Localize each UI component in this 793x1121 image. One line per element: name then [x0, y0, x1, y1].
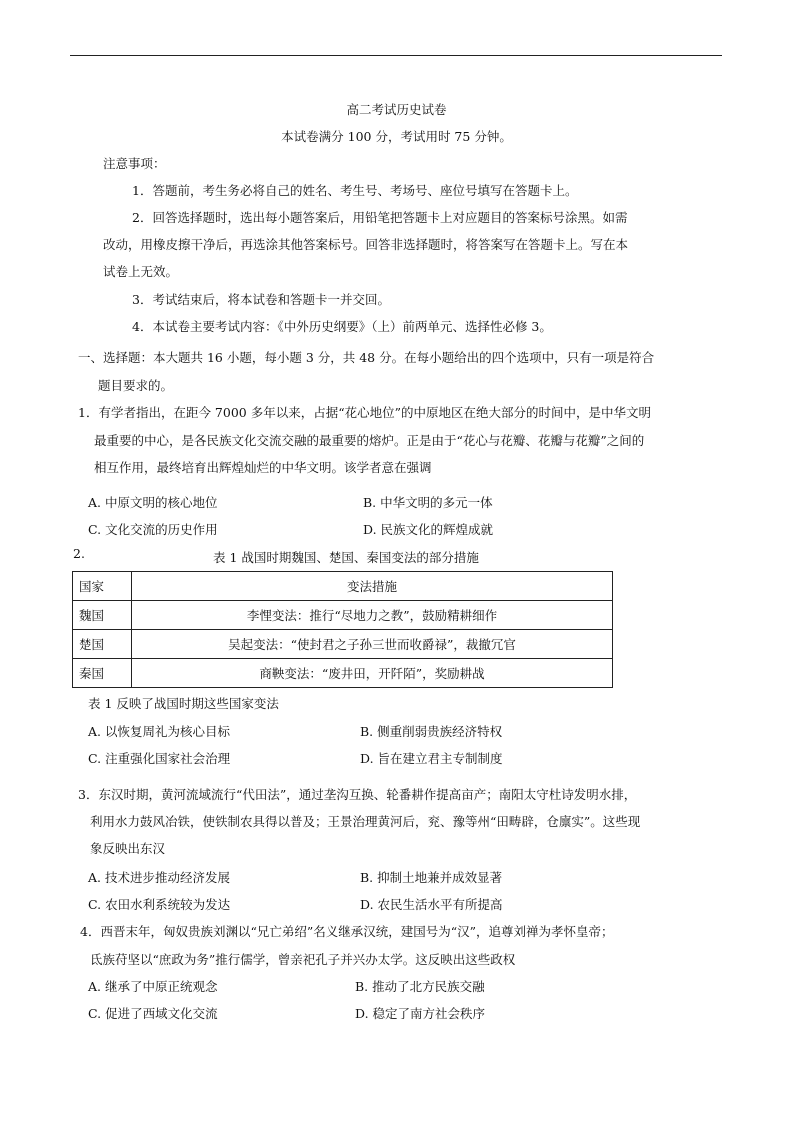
q4-option-c[interactable]: C. 促进了西域文化交流: [88, 1006, 218, 1021]
table-cell-country: 秦国: [73, 659, 132, 688]
section-heading-cont: 题目要求的。: [98, 378, 174, 393]
reform-table: [72, 571, 613, 688]
q1-option-a[interactable]: A. 中原文明的核心地位: [88, 495, 218, 510]
table-cell-measure: 李悝变法：推行“尽地力之教”，鼓励精耕细作: [132, 601, 613, 630]
question-3-line: 3．东汉时期，黄河流域流行“代田法”，通过垄沟互换、轮番耕作提高亩产；南阳太守杜诗发明水排，: [78, 787, 637, 802]
q2-option-d[interactable]: D. 旨在建立君主专制制度: [360, 751, 503, 766]
notice-item: 2．回答选择题时，选出每小题答案后，用铅笔把答题卡上对应题目的答案标号涂黑。如需: [132, 210, 628, 225]
question-4-line: 氐族苻坚以“庶政为务”推行儒学，曾亲祀孔子并兴办太学。这反映出这些政权: [90, 952, 516, 967]
notice-heading: 注意事项：: [103, 156, 166, 171]
table-cell-measure: 商鞅变法：“废井田，开阡陌”，奖励耕战: [132, 659, 613, 688]
notice-item: 3．考试结束后，将本试卷和答题卡一并交回。: [132, 292, 390, 307]
page-title: 高二考试历史试卷: [346, 102, 447, 117]
table-row: [73, 630, 613, 659]
q4-option-a[interactable]: A. 继承了中原正统观念: [88, 979, 218, 994]
top-rule: [70, 55, 722, 56]
q1-option-b[interactable]: B. 中华文明的多元一体: [363, 495, 493, 510]
question-4-line: 4．西晋末年，匈奴贵族刘渊以“兄亡弟绍”名义继承汉统，建国号为“汉”，追尊刘禅为孝怀皇帝；: [80, 924, 614, 939]
notice-item: 4．本试卷主要考试内容：《中外历史纲要》（上）前两单元、选择性必修 3。: [132, 319, 552, 334]
question-1-line: 最重要的中心，是各民族文化交流交融的最重要的熔炉。正是由于“花心与花瓣、花瓣与花瓣”之间的: [94, 433, 645, 448]
table-header-cell: 国家: [73, 572, 132, 601]
notice-item: 1．答题前，考生务必将自己的姓名、考生号、考场号、座位号填写在答题卡上。: [132, 183, 578, 198]
section-heading: 一、选择题：本大题共 16 小题，每小题 3 分，共 48 分。在每小题给出的四个选项中，只有一项是符合: [78, 350, 655, 365]
notice-item: 试卷上无效。: [103, 264, 179, 279]
q4-option-b[interactable]: B. 推动了北方民族交融: [355, 979, 485, 994]
question-1-line: 1．有学者指出，在距今 7000 多年以来，占据“花心地位”的中原地区在绝大部分的时间中，是中华文明: [78, 405, 651, 420]
notice-item: 改动，用橡皮擦干净后，再选涂其他答案标号。回答非选择题时，将答案写在答题卡上。写在本: [103, 237, 629, 252]
table-cell-measure: 吴起变法：“使封君之子孙三世而收爵禄”，裁撤冗官: [132, 630, 613, 659]
question-1-line: 相互作用，最终培育出辉煌灿烂的中华文明。该学者意在强调: [94, 460, 432, 475]
q3-option-b[interactable]: B. 抑制土地兼并成效显著: [360, 870, 503, 885]
q2-option-b[interactable]: B. 侧重削弱贵族经济特权: [360, 724, 503, 739]
table-row: [73, 659, 613, 688]
table-row: [73, 601, 613, 630]
table-cell-country: 魏国: [73, 601, 132, 630]
q2-option-a[interactable]: A. 以恢复周礼为核心目标: [88, 724, 230, 739]
question-3-line: 利用水力鼓风冶铁，使铁制农具得以普及；王景治理黄河后，兖、豫等州“田畴辟，仓廪实”。这些现: [90, 814, 641, 829]
table-header-row: [73, 572, 613, 601]
q3-option-a[interactable]: A. 技术进步推动经济发展: [88, 870, 230, 885]
table-caption: 表 1 战国时期魏国、楚国、秦国变法的部分措施: [213, 550, 479, 565]
exam-info: 本试卷满分 100 分，考试用时 75 分钟。: [281, 129, 512, 144]
q1-option-c[interactable]: C. 文化交流的历史作用: [88, 522, 218, 537]
table-header-cell: 变法措施: [132, 572, 613, 601]
question-3-line: 象反映出东汉: [90, 841, 166, 856]
table-cell-country: 楚国: [73, 630, 132, 659]
question-2-number: 2.: [73, 546, 85, 561]
q3-option-d[interactable]: D. 农民生活水平有所提高: [360, 897, 503, 912]
q4-option-d[interactable]: D. 稳定了南方社会秩序: [355, 1006, 486, 1021]
q2-option-c[interactable]: C. 注重强化国家社会治理: [88, 751, 231, 766]
q3-option-c[interactable]: C. 农田水利系统较为发达: [88, 897, 231, 912]
q1-option-d[interactable]: D. 民族文化的辉煌成就: [363, 522, 494, 537]
question-2-stem: 表 1 反映了战国时期这些国家变法: [88, 696, 279, 711]
